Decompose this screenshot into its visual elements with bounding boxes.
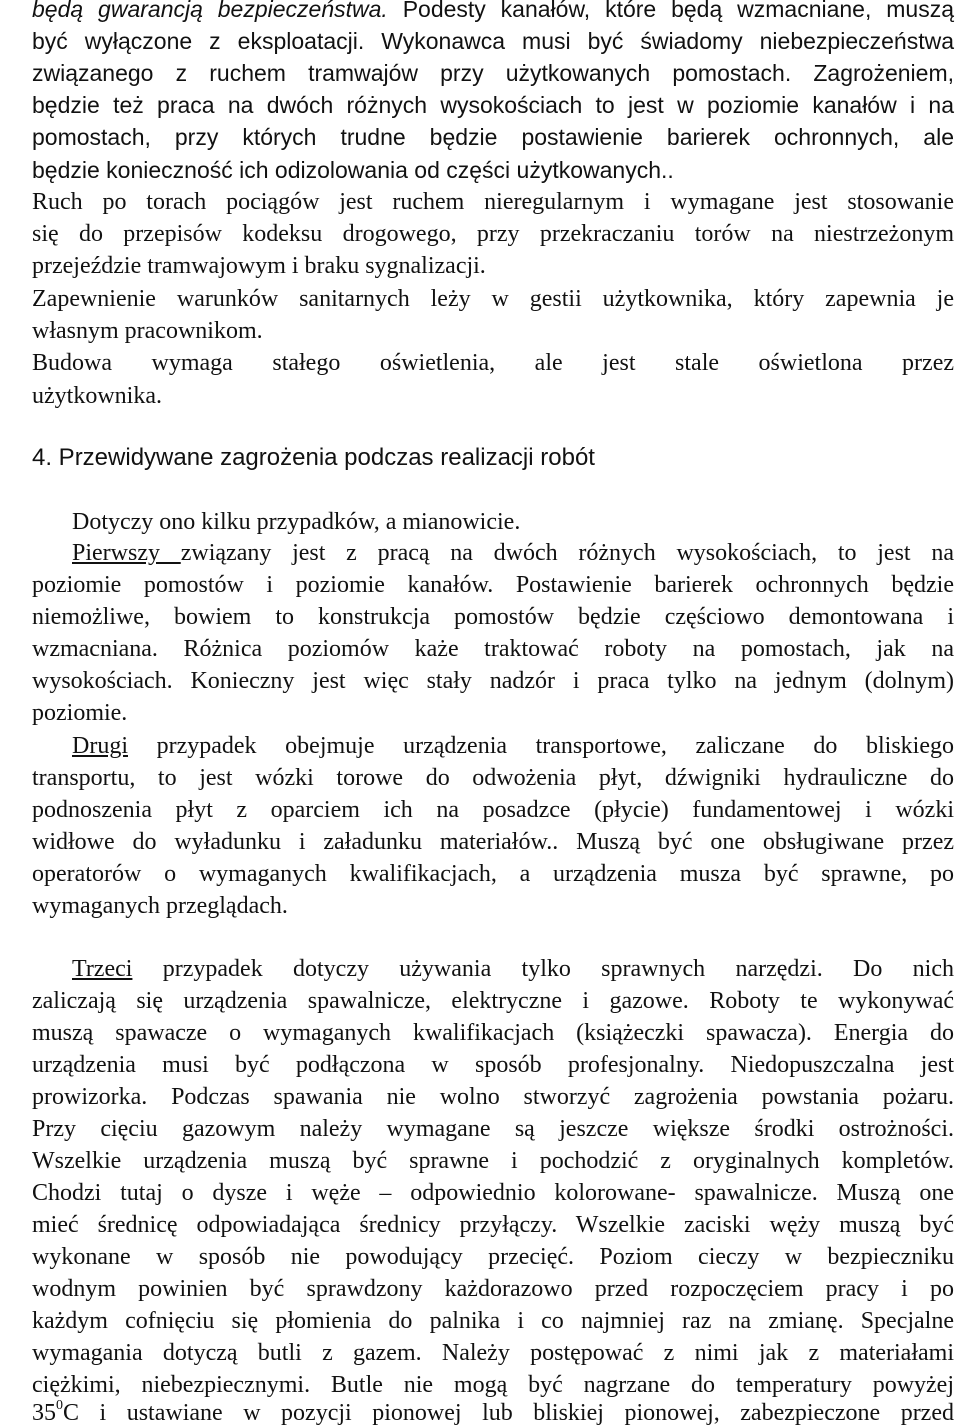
- text-segment: mieć średnicę odpowiadająca średnicy przyłączy. Wszelkie zaciski węży muszą być: [32, 1212, 954, 1238]
- text-segment: widłowe do wyładunku i załadunku materiałów.. Muszą być one obsługiwane przez: [32, 829, 954, 855]
- text-segment: muszą spawacze o wymaganych kwalifikacjach (książeczki spawacza). Energia do: [32, 1020, 954, 1046]
- text-segment: Budowa wymaga stałego oświetlenia, ale jest stale oświetlona przez: [32, 350, 954, 376]
- text-line: [32, 251, 954, 281]
- paragraph-line: [32, 795, 954, 825]
- paragraph-line: [72, 954, 954, 984]
- text-segment: ciężkimi, niebezpiecznymi. Butle nie mogą być nagrzane do temperatury powyżej: [32, 1372, 954, 1398]
- text-segment: użytkownika.: [32, 383, 162, 409]
- underlined-term: Trzeci: [72, 956, 133, 982]
- text-segment: Chodzi tutaj o dysze i węże – odpowiednio kolorowane- spawalnicze. Muszą one: [32, 1180, 954, 1206]
- text-line: [32, 26, 954, 56]
- degree-superscript: 0: [56, 1398, 63, 1413]
- text-segment: operatorów o wymaganych kwalifikacjach, a urządzenia musza być sprawne, po: [32, 861, 954, 887]
- paragraph-line: [32, 602, 954, 632]
- text-segment: pomostach, przy których trudne będzie postawienie barierek ochronnych, ale: [32, 124, 954, 150]
- intro-line: Dotyczy ono kilku przypadków, a mianowicie.: [72, 509, 521, 535]
- paragraph-line: [32, 1050, 954, 1080]
- underlined-term: Drugi: [72, 733, 128, 759]
- text-segment: Zapewnienie warunków sanitarnych leży w gestii użytkownika, który zapewnia je: [32, 286, 954, 312]
- text-segment: wykonane w sposób nie powodujący przecięć. Poziom cieczy w bezpieczniku: [32, 1244, 954, 1270]
- text-segment: się do przepisów kodeksu drogowego, przy przekraczaniu torów na niestrzeżonym: [32, 221, 954, 247]
- text-segment: przejeździe tramwajowym i braku sygnalizacji.: [32, 253, 486, 279]
- text-segment: związanego z ruchem tramwajów przy użytkowanych pomostach. Zagrożeniem,: [32, 60, 954, 86]
- section-heading: 4. Przewidywane zagrożenia podczas realizacji robót: [32, 444, 595, 471]
- text-segment: Przy cięciu gazowym należy wymagane są jeszcze większe środki ostrożności.: [32, 1116, 954, 1142]
- text-segment: wymagania dotyczą butli z gazem. Należy postępować z nimi jak z materiałami: [32, 1340, 954, 1366]
- paragraph-line: [32, 1370, 954, 1400]
- text-line: [32, 90, 954, 120]
- paragraph-line: [32, 666, 954, 696]
- text-segment: wodnym powinien być sprawdzony każdorazowo przed rozpoczęciem pracy i po: [32, 1276, 954, 1302]
- text-line: [32, 187, 954, 217]
- text-segment: przypadek dotyczy używania tylko sprawnych narzędzi. Do nich: [132, 956, 954, 982]
- paragraph-line: [32, 1018, 954, 1048]
- paragraph-line: [32, 570, 954, 600]
- text-segment: każdym cofnięciu się płomienia do palnika i co najmniej raz na zmianę. Specjalne: [32, 1308, 954, 1334]
- text-segment: być wyłączone z eksploatacji. Wykonawca musi być świadomy niebezpieczeństwa: [32, 28, 954, 54]
- text-line: [32, 284, 954, 314]
- text-segment: transportu, to jest wózki torowe do odwożenia płyt, dźwigniki hydrauliczne do: [32, 765, 954, 791]
- paragraph-line: [32, 1114, 954, 1144]
- text-segment: będzie też praca na dwóch różnych wysokościach to jest w poziomie kanałów i na: [32, 92, 954, 118]
- text-segment: Podesty kanałów, które będą wzmacniane, muszą: [387, 0, 954, 22]
- text-segment: zaliczają się urządzenia spawalnicze, elektryczne i gazowe. Roboty te wykonywać: [32, 988, 954, 1014]
- text-segment-italic: będą gwarancją bezpieczeństwa.: [32, 0, 388, 22]
- text-line: [32, 381, 954, 411]
- text-segment: urządzenia musi być podłączona w sposób profesjonalny. Niedopuszczalna jest: [32, 1052, 954, 1078]
- text-line: [32, 348, 954, 378]
- paragraph-line: [72, 538, 954, 568]
- paragraph-line: [32, 1242, 954, 1272]
- paragraph-line: [32, 698, 954, 728]
- text-segment: C i ustawiane w pozycji pionowej lub bliskiej pionowej, zabezpieczone przed: [63, 1400, 954, 1426]
- text-segment: wysokościach. Konieczny jest więc stały nadzór i praca tylko na jednym (dolnym): [32, 668, 954, 694]
- temperature-value: 35: [32, 1400, 56, 1426]
- text-line: [32, 0, 954, 24]
- paragraph-line: [32, 827, 954, 857]
- paragraph-line: [72, 731, 954, 761]
- text-segment: Ruch po torach pociągów jest ruchem nieregularnym i wymagane jest stosowanie: [32, 189, 954, 215]
- text-line: [32, 122, 954, 152]
- text-segment: wzmacniana. Różnica poziomów każe traktować roboty na pomostach, jak na: [32, 636, 954, 662]
- text-segment: związany jest z pracą na dwóch różnych wysokościach, to jest na: [180, 540, 954, 566]
- underlined-term: Pierwszy: [72, 540, 181, 566]
- text-segment: prowizorka. Podczas spawania nie wolno stworzyć zagrożenia powstania pożaru.: [32, 1084, 954, 1110]
- paragraph-line: [32, 634, 954, 664]
- paragraph-line: [32, 1178, 954, 1208]
- paragraph-line: [32, 1338, 954, 1368]
- paragraph-line: [32, 763, 954, 793]
- text-segment: poziomie.: [32, 700, 128, 726]
- paragraph-line: [32, 1146, 954, 1176]
- paragraph-line: [32, 1306, 954, 1336]
- paragraph-line: [32, 1210, 954, 1240]
- paragraph-line: [32, 891, 954, 921]
- text-segment: niemożliwe, bowiem to konstrukcja pomostów będzie częściowo demontowana i: [32, 604, 954, 630]
- paragraph-line: [32, 986, 954, 1016]
- text-segment: Wszelkie urządzenia muszą być sprawne i pochodzić z oryginalnych kompletów.: [32, 1148, 954, 1174]
- text-segment: wymaganych przeglądach.: [32, 893, 288, 919]
- paragraph-line: [32, 1274, 954, 1304]
- text-segment: podnoszenia płyt z oparciem ich na posadzce (płycie) fundamentowej i wózki: [32, 797, 954, 823]
- text-segment: własnym pracownikom.: [32, 318, 263, 344]
- text-line: [32, 219, 954, 249]
- text-segment: będzie konieczność ich odizolowania od części użytkowanych..: [32, 157, 674, 183]
- text-line: [32, 58, 954, 88]
- text-segment: poziomie pomostów i poziomie kanałów. Postawienie barierek ochronnych będzie: [32, 572, 954, 598]
- paragraph-line: [32, 859, 954, 889]
- paragraph-line: [32, 1082, 954, 1112]
- paragraph-line-last: [32, 1398, 954, 1428]
- text-line: [32, 155, 954, 185]
- text-segment: przypadek obejmuje urządzenia transportowe, zaliczane do bliskiego: [128, 733, 954, 759]
- text-line: [32, 316, 954, 346]
